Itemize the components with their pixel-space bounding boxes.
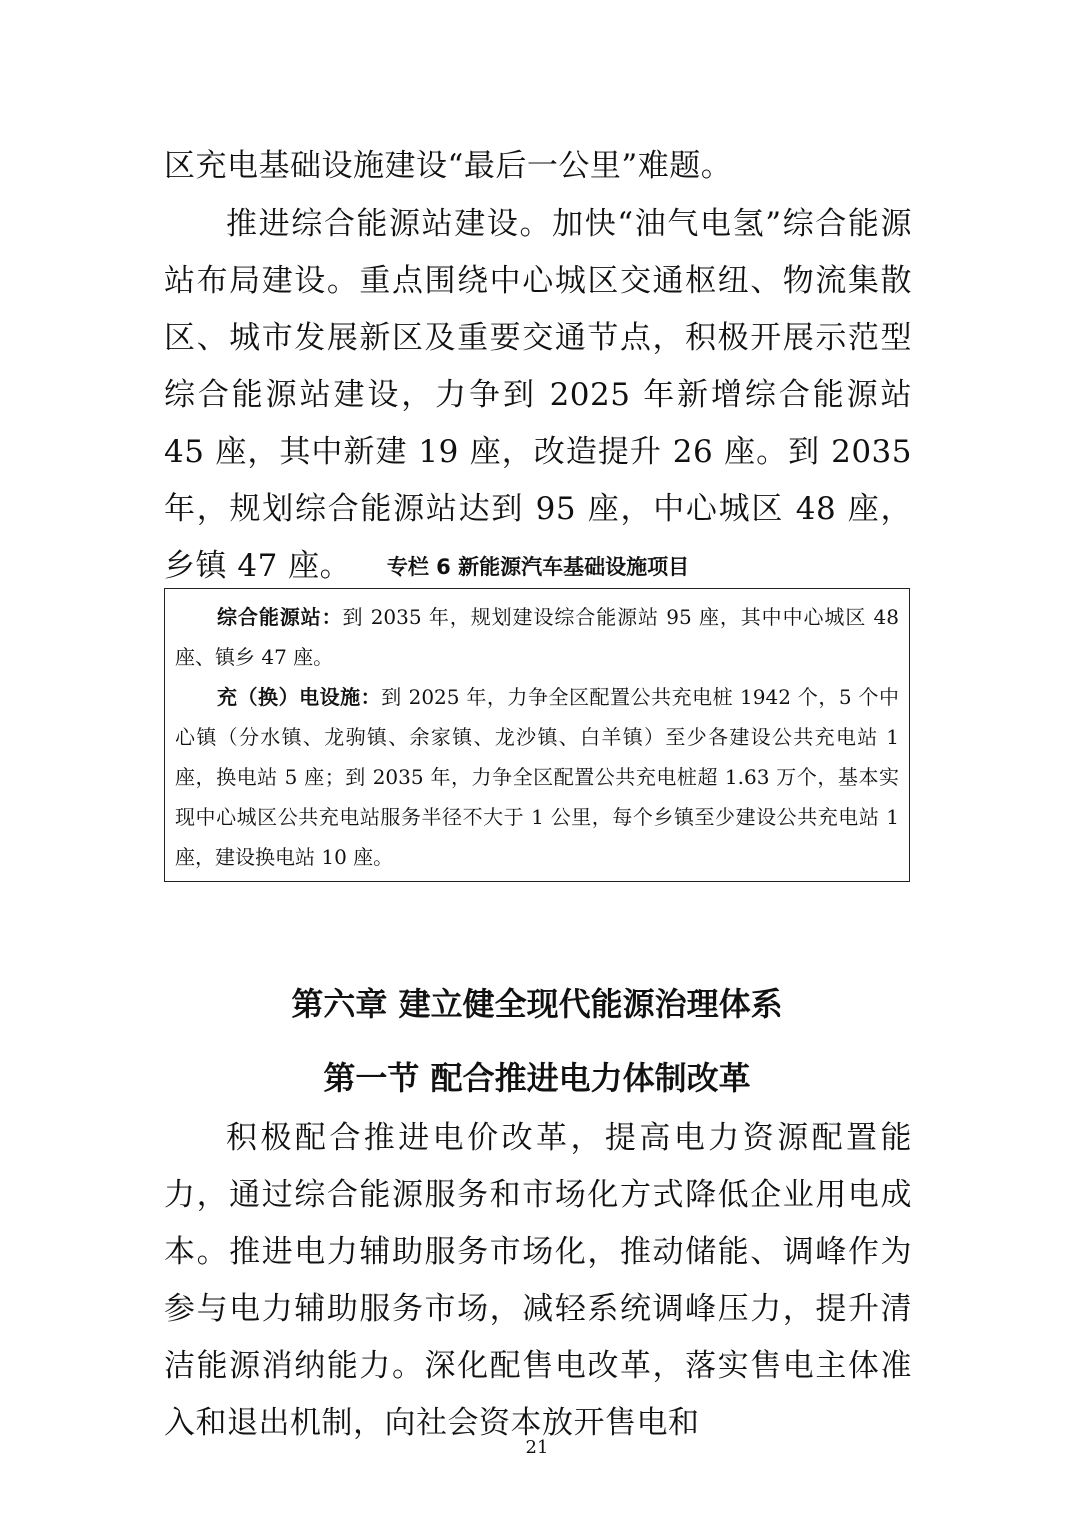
section-title: 第一节 配合推进电力体制改革 <box>323 1059 751 1097</box>
box-item-text: 到 2025 年，力争全区配置公共充电桩 1942 个，5 个中心镇（分水镇、龙驹镇、余家镇、龙沙镇、白羊镇）至少各建设公共充电站 1 座，换电站 5 座；到 2035 年，力争全区配置公共充电桩超 1.63 万个，基本实现中心城区公共充电站服务半径不大于 1 公里，每个乡镇至少建设公共充电站 1 座，建设换电站 10 座。 <box>175 685 900 869</box>
feature-box <box>164 588 910 882</box>
box-item-energy-station <box>175 597 899 677</box>
chapter-title: 第六章 建立健全现代能源治理体系 <box>291 985 783 1023</box>
box-item-label: 充（换）电设施： <box>217 685 382 709</box>
box-item-label: 综合能源站： <box>217 605 343 629</box>
paragraph-energy-stations: 推进综合能源站建设。加快“油气电氢”综合能源站布局建设。重点围绕中心城区交通枢纽、物流集散区、城市发展新区及重要交通节点，积极开展示范型综合能源站建设，力争到 2025 年新增综合能源站 45 座，其中新建 19 座，改造提升 26 座。到 2035 年，规划综合能源站达到 95 座，中心城区 48 座，乡镇 47 座。 <box>164 206 912 584</box>
box-item-charging <box>175 677 899 877</box>
box-caption: 专栏 6 新能源汽车基础设施项目 <box>386 555 690 579</box>
paragraph-power-reform: 积极配合推进电价改革，提高电力资源配置能力，通过综合能源服务和市场化方式降低企业用电成本。推进电力辅助服务市场化，推动储能、调峰作为参与电力辅助服务市场，减轻系统调峰压力，提升清洁能源消纳能力。深化配售电改革，落实售电主体准入和退出机制，向社会资本放开售电和 <box>164 1120 912 1441</box>
box-item-text: 到 2035 年，规划建设综合能源站 95 座，其中中心城区 48 座、镇乡 47 座。 <box>175 605 899 669</box>
page-number: 21 <box>525 1437 549 1458</box>
paragraph-continuation: 区充电基础设施建设“最后一公里”难题。 <box>164 148 733 184</box>
